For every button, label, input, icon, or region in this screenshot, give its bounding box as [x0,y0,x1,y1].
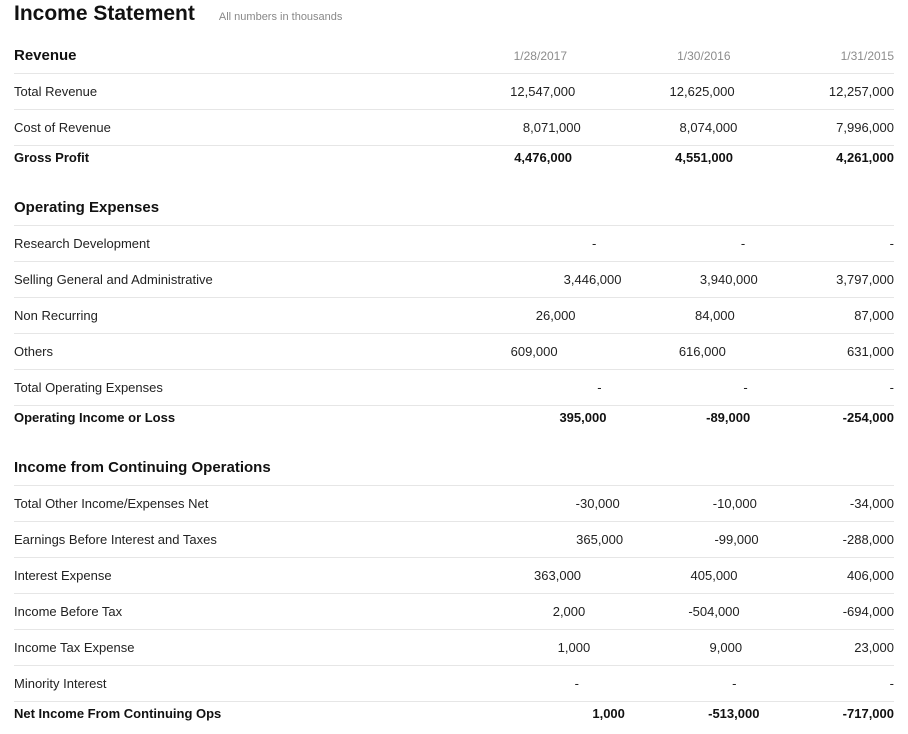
row-label: Total Other Income/Expenses Net [14,496,209,511]
row-value: 609,000 [510,344,558,359]
page-header [14,2,342,30]
row-value: 9,000 [709,640,743,655]
row-value: 8,074,000 [679,120,738,135]
row-value: 7,996,000 [836,120,894,135]
units-note: All numbers in thousands [218,11,343,23]
row-value: 8,071,000 [522,120,581,135]
total-value: 4,261,000 [836,150,894,165]
column-date-header: 1/30/2016 [677,48,731,63]
table-row [14,594,894,630]
section-spacer [14,170,894,190]
section-title: Income from Continuing Operations [14,459,271,476]
row-label: Non Recurring [14,308,98,323]
row-label: Selling General and Administrative [14,272,213,287]
section-title: Revenue [14,47,77,64]
row-value: 3,940,000 [699,272,758,287]
row-value: 1,000 [557,640,591,655]
table-row [14,74,894,110]
row-label: Total Revenue [14,84,98,99]
table-row [14,370,894,406]
row-value: 87,000 [854,308,894,323]
row-value: - [889,380,894,395]
column-date-header: 1/28/2017 [513,48,568,63]
row-value: 3,797,000 [836,272,894,287]
row-value: 12,547,000 [510,84,576,99]
total-row [14,146,894,170]
section-spacer [14,430,894,450]
table-row [14,262,894,298]
row-label: Earnings Before Interest and Taxes [14,532,217,547]
row-value: - [740,236,746,251]
table-row [14,486,894,522]
income-statement-table [14,38,894,726]
total-row [14,702,894,726]
row-value: 406,000 [847,568,894,583]
total-value: 4,476,000 [514,150,573,165]
total-label: Operating Income or Loss [14,410,176,425]
section-header [14,38,894,74]
row-value: -694,000 [842,604,895,619]
row-value: 2,000 [552,604,586,619]
row-value: 84,000 [695,308,735,323]
row-value: - [732,676,737,691]
column-date-header: 1/31/2015 [840,48,895,63]
row-value: - [889,236,894,251]
total-value: -254,000 [842,410,894,425]
table-row [14,298,894,334]
table-row [14,522,894,558]
row-label: Others [14,344,54,359]
row-value: 23,000 [854,640,894,655]
row-value: 363,000 [534,568,582,583]
row-value: -99,000 [714,532,759,547]
table-row [14,226,894,262]
row-value: 631,000 [847,344,895,359]
total-row [14,406,894,430]
row-value: 616,000 [678,344,726,359]
table-row [14,558,894,594]
row-value: - [597,380,602,395]
table-row [14,110,894,146]
total-value: 1,000 [592,706,625,721]
row-label: Income Before Tax [14,604,123,619]
total-value: -717,000 [842,706,894,721]
row-value: -34,000 [849,496,894,511]
total-value: 4,551,000 [675,150,734,165]
row-value: 26,000 [535,308,576,323]
row-label: Total Operating Expenses [14,380,163,395]
table-row [14,630,894,666]
row-value: -30,000 [575,496,620,511]
row-label: Interest Expense [14,568,112,583]
section-header [14,190,894,226]
row-value: 3,446,000 [563,272,622,287]
row-label: Research Development [14,236,150,251]
row-label: Minority Interest [14,676,107,691]
total-value: -513,000 [708,706,760,721]
row-value: - [592,236,597,251]
row-label: Income Tax Expense [14,640,135,655]
row-value: 12,257,000 [828,84,894,99]
row-value: - [574,676,579,691]
section-header [14,450,894,486]
row-value: -504,000 [688,604,740,619]
row-value: 365,000 [576,532,624,547]
page-title: Income Statement [14,2,195,25]
table-row [14,666,894,702]
total-label: Gross Profit [14,150,90,165]
row-value: 405,000 [690,568,738,583]
section-title: Operating Expenses [14,199,160,216]
total-value: -89,000 [706,410,751,425]
row-value: 12,625,000 [669,84,735,99]
row-label: Cost of Revenue [14,120,111,135]
total-label: Net Income From Continuing Ops [14,706,222,721]
table-row [14,334,894,370]
row-value: - [889,676,894,691]
row-value: -288,000 [842,532,894,547]
row-value: - [743,380,748,395]
row-value: -10,000 [712,496,757,511]
total-value: 395,000 [559,410,607,425]
